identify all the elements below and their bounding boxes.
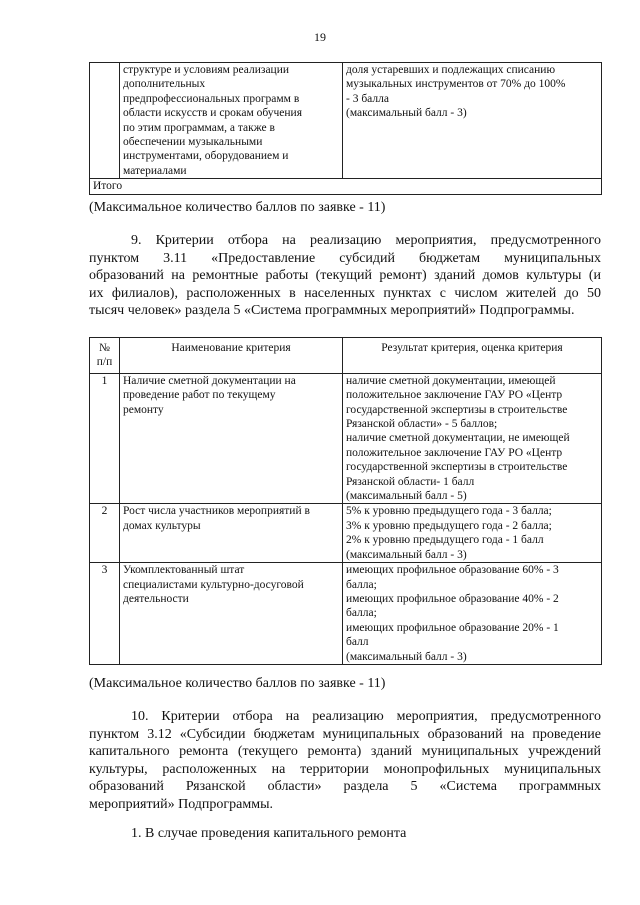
cell-line: имеющих профильное образование 40% - 2 [346, 592, 559, 605]
cell-line: Рязанской области» - 5 баллов; [346, 418, 498, 431]
header-num [90, 338, 120, 374]
cell-line: положительное заключение ГАУ РО «Центр [346, 389, 563, 402]
total-label: Итого [90, 179, 602, 194]
cell-line: проведение работ по текущему [123, 389, 276, 402]
cell-line: области искусств и срокам обучения [123, 107, 302, 120]
cell-line: обеспечении музыкальными [123, 136, 263, 149]
row-number: 2 [90, 504, 120, 563]
paragraph-line: пунктом 3.12 «Субсидии бюджетам муниципальных образований на проведение [89, 726, 601, 742]
table-cell-result [343, 563, 602, 665]
table-cell-result [343, 373, 602, 504]
cell-line: доля устаревших и подлежащих списанию [346, 64, 556, 76]
max-score-note: (Максимальное количество баллов по заявке - 11) [89, 676, 386, 691]
table-cell-criterion [120, 504, 343, 563]
table-cell-num [90, 63, 120, 179]
table-cell-criterion [120, 563, 343, 665]
table-row [90, 63, 602, 179]
cell-line: балл [346, 636, 369, 649]
table-cell-criterion [120, 373, 343, 504]
cell-line: Рязанской области- 1 балл [346, 475, 475, 488]
page-number: 19 [314, 30, 326, 44]
cell-line: дополнительных [123, 78, 206, 91]
row-number: 3 [90, 563, 120, 665]
paragraph-line: 10. Критерии отбора на реализацию мероприятия, предусмотренного [131, 709, 601, 724]
cell-line: (максимальный балл - 3) [346, 107, 467, 120]
cell-line: имеющих профильное образование 20% - 1 [346, 621, 559, 634]
paragraph-line: образований Рязанской области» раздела 5 «Система программных [89, 779, 601, 794]
cell-line: - 3 балла [346, 92, 389, 105]
cell-line: Рост числа участников мероприятий в [123, 505, 310, 518]
max-score-note: (Максимальное количество баллов по заявке - 11) [89, 200, 386, 215]
table-cell-result [343, 504, 602, 563]
criteria-table [89, 337, 602, 665]
cell-line: балла; [346, 578, 377, 591]
header-criterion: Наименование критерия [120, 338, 343, 374]
cell-line: имеющих профильное образование 60% - 3 [346, 564, 559, 577]
cell-line: инструментами, оборудованием и [123, 150, 289, 163]
cell-line: деятельности [123, 592, 189, 605]
criteria-table-continued [89, 62, 602, 195]
paragraph-line: тысяч человек» раздела 5 «Система программных мероприятий» Подпрограммы. [89, 303, 575, 318]
cell-line: 2% к уровню предыдущего года - 1 балл [346, 534, 544, 547]
cell-line: 3% к уровню предыдущего года - 2 балла; [346, 519, 552, 532]
paragraph-line: образований на ремонтные работы (текущий ремонт) зданий домов культуры (и [89, 268, 601, 283]
cell-line: по этим программам, а также в [123, 121, 275, 134]
cell-line: положительное заключение ГАУ РО «Центр [346, 446, 563, 459]
paragraph-line: культуры, расположенных на территории монопрофильных муниципальных [89, 761, 601, 777]
cell-line: наличие сметной документации, не имеющей [346, 432, 570, 445]
subsection-line: 1. В случае проведения капитального ремонта [131, 826, 407, 841]
paragraph-line: их филиалов), расположенных в населенных пунктах с числом жителей до 50 [89, 285, 601, 301]
table-header-row [90, 338, 602, 374]
cell-line: (максимальный балл - 5) [346, 490, 467, 503]
table-cell-result [343, 63, 602, 179]
cell-line: государственной экспертизы в строительстве [346, 461, 568, 474]
paragraph-line: пунктом 3.11 «Предоставление субсидий бюджетам муниципальных [89, 250, 601, 266]
cell-line: Наличие сметной документации на [123, 374, 296, 387]
header-line: № [99, 342, 110, 354]
row-number: 1 [90, 373, 120, 504]
cell-line: государственной экспертизы в строительстве [346, 403, 568, 416]
table-cell-criterion [120, 63, 343, 179]
cell-line: материалами [123, 164, 187, 177]
paragraph-line: капитального ремонта (текущего ремонта) зданий муниципальных учреждений [89, 744, 601, 759]
header-result: Результат критерия, оценка критерия [343, 338, 602, 374]
cell-line: наличие сметной документации, имеющей [346, 374, 556, 387]
paragraph-line: мероприятий» Подпрограммы. [89, 796, 274, 812]
cell-line: структуре и условиям реализации [123, 64, 290, 76]
cell-line: домах культуры [123, 519, 201, 532]
table-row [90, 373, 602, 504]
table-total-row [90, 179, 602, 194]
cell-line: 5% к уровню предыдущего года - 3 балла; [346, 505, 552, 518]
table-row [90, 504, 602, 563]
cell-line: (максимальный балл - 3) [346, 548, 467, 561]
paragraph-line: 9. Критерии отбора на реализацию мероприятия, предусмотренного [131, 233, 601, 248]
cell-line: предпрофессиональных программ в [123, 92, 300, 105]
cell-line: (максимальный балл - 3) [346, 650, 467, 663]
table-row [90, 563, 602, 665]
cell-line: музыкальных инструментов от 70% до 100% [346, 78, 566, 91]
section-9-paragraph [89, 232, 601, 320]
cell-line: Укомплектованный штат [123, 564, 245, 577]
header-line: п/п [96, 356, 113, 369]
cell-line: ремонту [123, 403, 164, 416]
section-10-paragraph [89, 708, 601, 813]
cell-line: специалистами культурно-досуговой [123, 578, 304, 591]
subsection-heading [89, 825, 601, 843]
cell-line: балла; [346, 607, 377, 620]
